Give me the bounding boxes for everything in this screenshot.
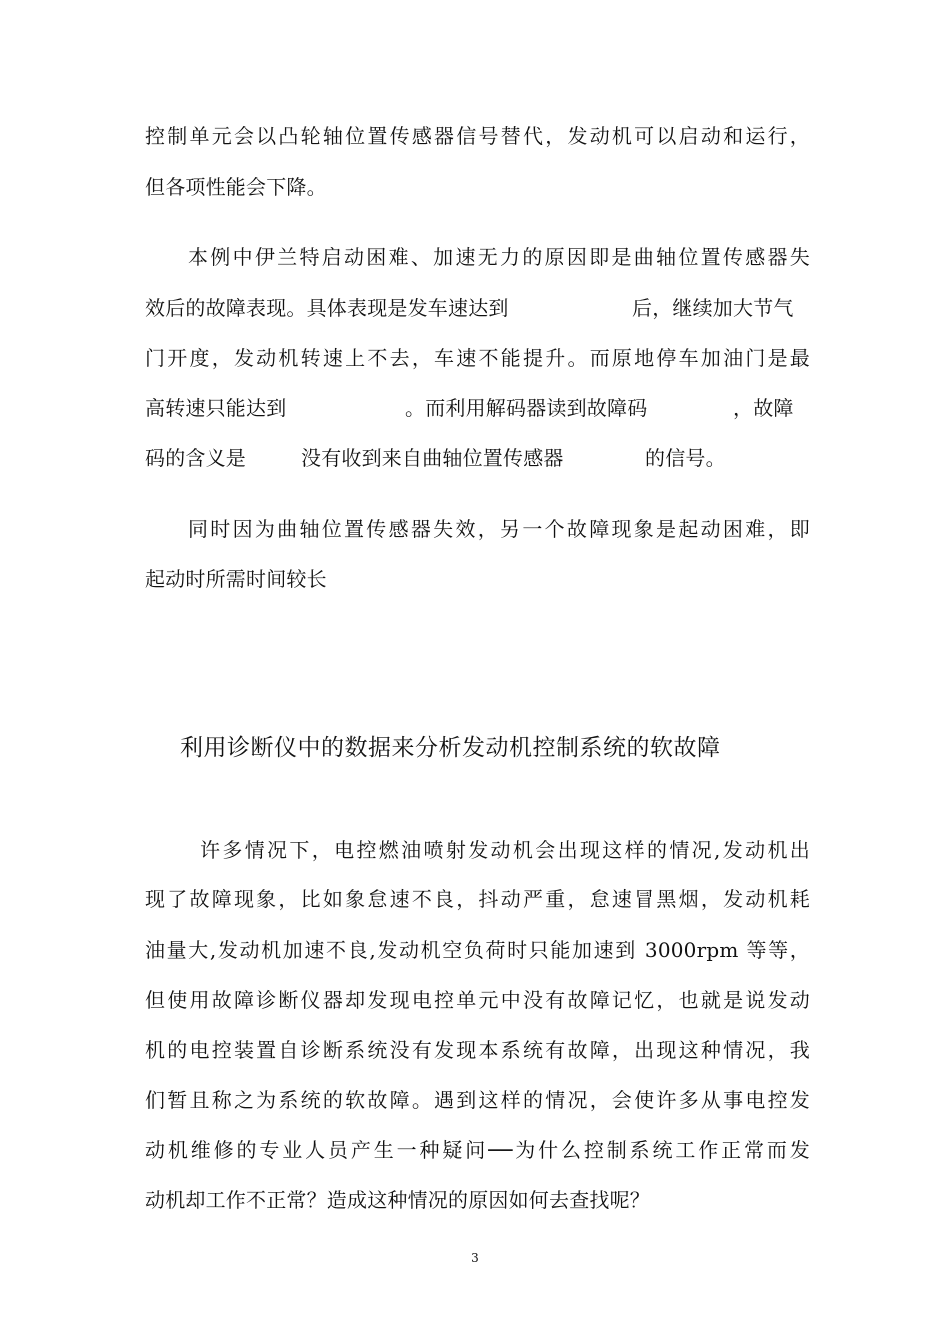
paragraph-2-line-3: 门开度，发动机转速上不去，车速不能提升。而原地停车加油门是最 bbox=[145, 346, 810, 370]
paragraph-2-line-5-part-3: 的信号。 bbox=[645, 446, 726, 470]
paragraph-4-line-3: 油量大,发动机加速不良,发动机空负荷时只能加速到 3000rpm 等等， bbox=[145, 938, 810, 962]
paragraph-2-line-2-part-1: 效后的故障表现。具体表现是发车速达到 bbox=[145, 296, 509, 320]
paragraph-4-line-1 bbox=[200, 836, 810, 864]
paragraph-2-line-4-part-1: 高转速只能达到 bbox=[145, 396, 287, 420]
paragraph-2-line-5-part-2: 没有收到来自曲轴位置传感器 bbox=[301, 446, 564, 470]
paragraph-3-line-1 bbox=[188, 515, 810, 543]
paragraph-4-line-1-text: 许多情况下，电控燃油喷射发动机会出现这样的情况,发动机出 bbox=[200, 838, 810, 862]
paragraph-4-line-2: 现了故障现象，比如象怠速不良，抖动严重，怠速冒黑烟，发动机耗 bbox=[145, 887, 810, 911]
paragraph-2-line-1-text: 本例中伊兰特启动困难、加速无力的原因即是曲轴位置传感器失 bbox=[188, 245, 810, 269]
paragraph-4-line-8: 动机却工作不正常？造成这种情况的原因如何去查找呢？ bbox=[145, 1188, 650, 1212]
paragraph-4-line-5: 机的电控装置自诊断系统没有发现本系统有故障，出现这种情况，我 bbox=[145, 1038, 810, 1062]
paragraph-4-line-4: 但使用故障诊断仪器却发现电控单元中没有故障记忆，也就是说发动 bbox=[145, 988, 810, 1012]
paragraph-2-line-1 bbox=[188, 243, 810, 271]
page-number: 3 bbox=[471, 1251, 479, 1265]
paragraph-4-line-6: 们暂且称之为系统的软故障。遇到这样的情况，会使许多从事电控发 bbox=[145, 1088, 810, 1112]
paragraph-2-line-4-part-2: 。而利用解码器读到故障码 bbox=[405, 396, 648, 420]
paragraph-1-line-2: 但各项性能会下降。 bbox=[145, 175, 327, 199]
paragraph-2-line-2-part-2: 后，继续加大节气 bbox=[632, 296, 794, 320]
section-heading: 利用诊断仪中的数据来分析发动机控制系统的软故障 bbox=[180, 735, 721, 761]
paragraph-3-line-1-text: 同时因为曲轴位置传感器失效，另一个故障现象是起动困难，即 bbox=[188, 517, 810, 541]
paragraph-4-line-7: 动机维修的专业人员产生一种疑问──为什么控制系统工作正常而发 bbox=[145, 1138, 810, 1162]
paragraph-2-line-5-part-1: 码的含义是 bbox=[145, 446, 246, 470]
paragraph-3-line-2: 起动时所需时间较长 bbox=[145, 567, 327, 591]
paragraph-2-line-4-part-3: ，故障 bbox=[733, 396, 794, 420]
paragraph-1-line-1: 控制单元会以凸轮轴位置传感器信号替代，发动机可以启动和运行， bbox=[145, 124, 810, 148]
